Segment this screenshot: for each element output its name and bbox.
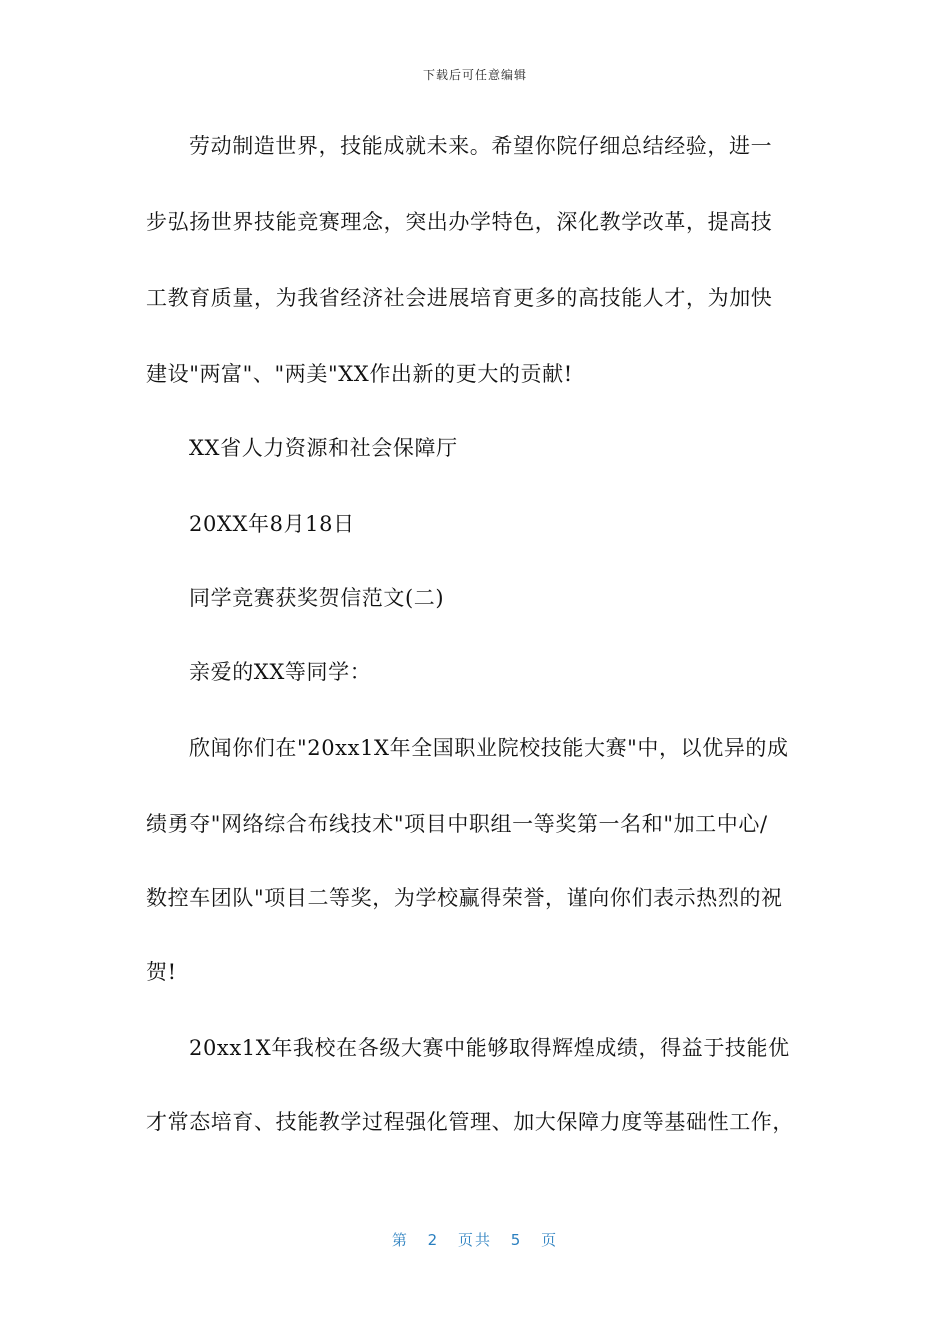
paragraph-line: 步弘扬世界技能竞赛理念，突出办学特色，深化教学改革，提高技 <box>146 210 773 234</box>
page-label-suffix: 页 <box>541 1231 559 1249</box>
total-pages-number: 5 <box>510 1231 523 1249</box>
download-note: 下载后可任意编辑 <box>422 68 527 82</box>
page-label-prefix: 第 <box>391 1231 409 1249</box>
paragraph-line: 贺! <box>146 960 177 984</box>
paragraph-line: 才常态培育、技能教学过程强化管理、加大保障力度等基础性工作， <box>146 1110 794 1134</box>
paragraph-line: 20xx1X年我校在各级大赛中能够取得辉煌成绩，得益于技能优 <box>189 1036 790 1060</box>
signature-organization: XX省人力资源和社会保障厅 <box>189 436 458 460</box>
paragraph-line: 绩勇夺"网络综合布线技术"项目中职组一等奖第一名和"加工中心/ <box>146 812 768 836</box>
page-label-middle: 页共 <box>457 1231 492 1249</box>
paragraph-line: 数控车团队"项目二等奖，为学校赢得荣誉，谨向你们表示热烈的祝 <box>146 886 783 910</box>
page-number-footer <box>0 1229 950 1250</box>
signature-date: 20XX年8月18日 <box>189 512 355 536</box>
paragraph-line: 建设"两富"、"两美"XX作出新的更大的贡献! <box>146 362 573 386</box>
current-page-number: 2 <box>427 1231 440 1249</box>
paragraph-line: 劳动制造世界，技能成就未来。希望你院仔细总结经验，进一 <box>189 134 773 158</box>
section-title: 同学竞赛获奖贺信范文(二) <box>189 586 445 610</box>
salutation: 亲爱的XX等同学： <box>189 660 372 684</box>
paragraph-line: 欣闻你们在"20xx1X年全国职业院校技能大赛"中，以优异的成 <box>189 736 789 760</box>
paragraph-line: 工教育质量，为我省经济社会进展培育更多的高技能人才，为加快 <box>146 286 773 310</box>
